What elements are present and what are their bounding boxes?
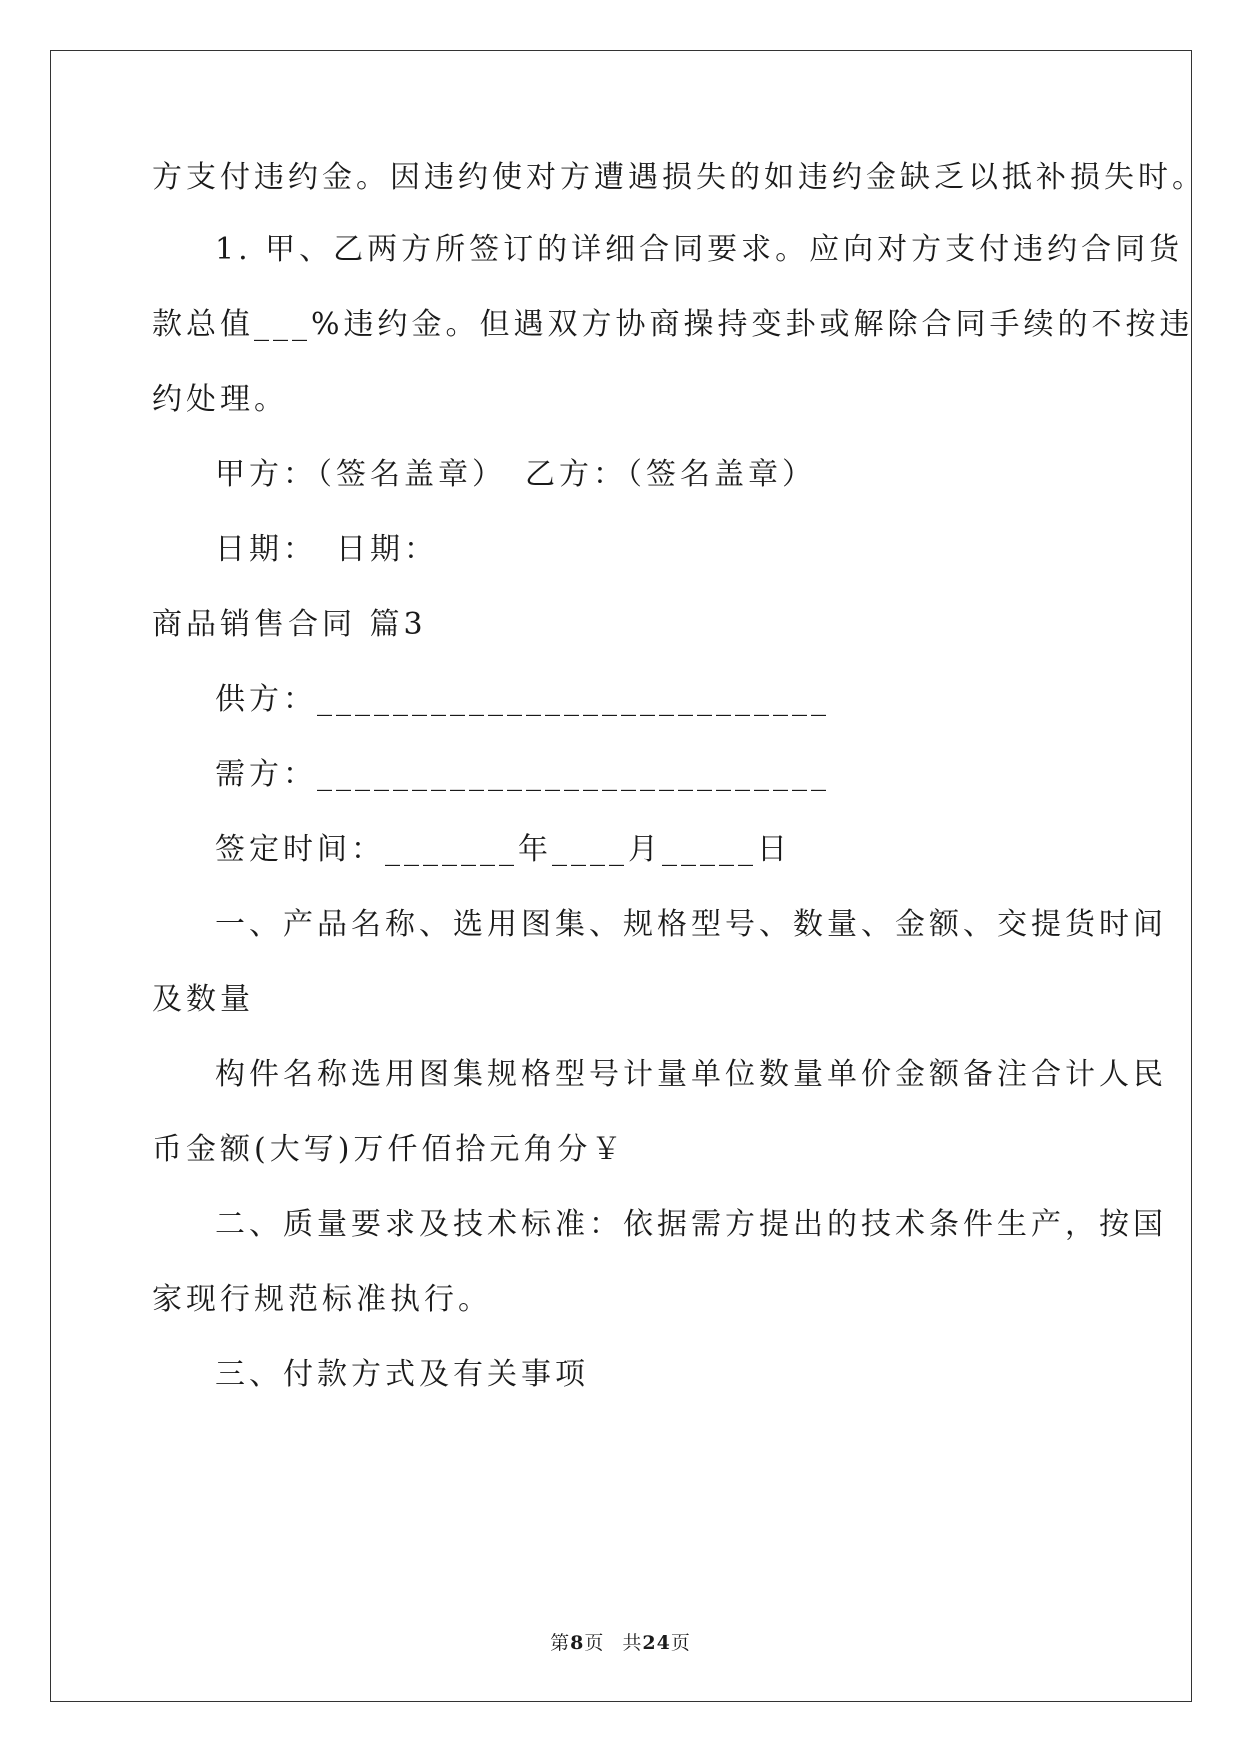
footer-page-suffix: 页 xyxy=(584,1632,605,1654)
footer-total-prefix: 共 xyxy=(622,1632,643,1654)
date-line: 日期： 日期： xyxy=(215,532,438,567)
footer-total-pages: 24 xyxy=(642,1632,671,1654)
text-line-2: 1. 甲、乙两方所签订的详细合同要求。应向对方支付违约合同货 xyxy=(215,232,1184,267)
footer-total-suffix: 页 xyxy=(670,1632,691,1654)
signing-time-line: 签定时间：_______年____月_____日 xyxy=(215,832,791,867)
clause-1-line-1: 一、产品名称、选用图集、规格型号、数量、金额、交提货时间 xyxy=(215,907,1167,942)
clause-1-line-2: 及数量 xyxy=(152,982,254,1017)
clause-2-line-2: 家现行规范标准执行。 xyxy=(152,1282,492,1317)
buyer-line: 需方：___________________________ xyxy=(215,757,830,792)
footer-prefix: 第 xyxy=(550,1632,571,1654)
page-border xyxy=(50,50,1192,1702)
component-line-2: 币金额(大写)万仟佰拾元角分￥ xyxy=(152,1132,626,1167)
text-line-3: 款总值___%违约金。但遇双方协商操持变卦或解除合同手续的不按违 xyxy=(152,307,1194,342)
supplier-line: 供方：___________________________ xyxy=(215,682,830,717)
text-line-4: 约处理。 xyxy=(152,382,288,417)
clause-3-heading: 三、付款方式及有关事项 xyxy=(215,1357,589,1392)
component-line-1: 构件名称选用图集规格型号计量单位数量单价金额备注合计人民 xyxy=(215,1057,1167,1092)
clause-2-line-1: 二、质量要求及技术标准：依据需方提出的技术条件生产，按国 xyxy=(215,1207,1167,1242)
text-line-1: 方支付违约金。因违约使对方遭遇损失的如违约金缺乏以抵补损失时。 xyxy=(152,160,1206,195)
footer-page-number: 8 xyxy=(570,1632,585,1654)
section-heading: 商品销售合同 篇3 xyxy=(152,607,427,642)
page-footer xyxy=(0,1628,1241,1655)
signature-line: 甲方：（签名盖章） 乙方：（签名盖章） xyxy=(215,457,816,492)
